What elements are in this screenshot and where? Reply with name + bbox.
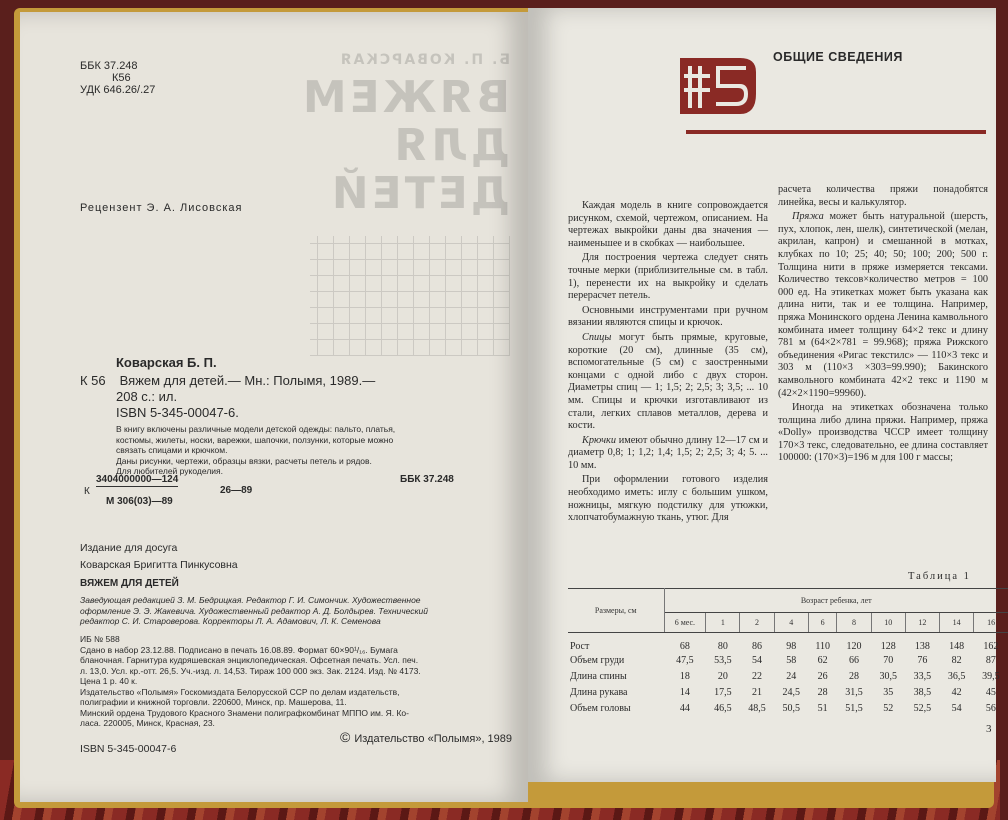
header-sizes: Размеры, см (568, 589, 664, 633)
formula-numerator: 3404000000—124 (96, 474, 179, 485)
author-fullname: Коварская Бригитта Пинкусовна (80, 559, 238, 571)
table-cell: 138 (914, 641, 930, 652)
section-rule (686, 130, 986, 134)
table-cell: 86 (752, 641, 763, 652)
table-cell: 35 (883, 686, 894, 698)
catalog-line (80, 373, 375, 388)
ghost-author: Б. П. КОВАРСКАЯ (338, 52, 510, 68)
age-header-cell: 4 (774, 613, 808, 633)
table-cell: 51,5 (845, 702, 863, 714)
edition-type: Издание для досуга (80, 542, 178, 554)
ghost-title (290, 74, 510, 218)
copyright-symbol: © (340, 729, 351, 745)
table-cell: 68 (679, 641, 690, 652)
table-cell: 38,5 (913, 686, 932, 698)
table-cell: 76 (917, 654, 928, 666)
imprint-line: бланочная. Гарнитура кудряшевская энциклопедическая. Офсетная печать. Усл. печ. (80, 655, 419, 665)
paragraph-text: может быть натуральной (шерсть, пух, хлопок, лен, шелк), синтетической (мелан, акрилан, капрон) и смешанной в мотках, клубках по 10; 25; 40; 50; 100; 200; 500 г. Толщина нити в пряже измеряется тексами. Количество тексов×количество метров = 100 000 ед. На этикетках может быть указана как длина нити, так и ее толщина. Например, пряжа Монинского ордена Ленина камвольного комбината имеет толщину 64×2 текс и длину 781 м (64×2×781 = 99.968); пряжа Рижского объединения «Ригас текстилс» — 110×3 текс и 303 м (110×3 ×303=99.990); Бакинского камвольного комбината 42×2 текс и 1190 м (42×2×1190=99960). (778, 211, 988, 399)
term-pryazha: Пряжа (792, 211, 824, 223)
age-header-cell: 14 (940, 613, 974, 633)
row-label: Объем головы (570, 702, 631, 714)
table-cell: 52 (883, 702, 894, 714)
table-cell: 18 (679, 670, 690, 682)
paragraph: При оформлении готового изделия необходимо иметь: иглу с большим ушком, ножницы, мягкую подстилку для утюжки, хлопчатобумажную ткань, утюг. Для (568, 474, 768, 524)
credits-line: редактор С. И. Староверова. Корректоры Л. А. Адамович, Л. К. Семенова (80, 616, 381, 626)
table-cell: 46,5 (714, 702, 732, 714)
table-cell: 148 (949, 641, 965, 652)
reviewer: Рецензент Э. А. Лисовская (80, 202, 243, 214)
table-cell: 47,5 (676, 654, 694, 666)
table-cell: 48,5 (748, 702, 766, 714)
abstract (116, 424, 486, 477)
table-cell: 62 (817, 654, 828, 666)
formula-denominator: М 306(03)—89 (106, 496, 173, 507)
table-cell: 50,5 (782, 702, 800, 714)
table-cell: 87 (985, 654, 996, 666)
table-cell: 54 (752, 654, 763, 666)
isbn-bottom: ISBN 5-345-00047-6 (80, 743, 177, 755)
copyright-text: Издательство «Полымя», 1989 (354, 733, 513, 745)
paragraph: Основными инструментами при ручном вязании являются спицы и крючок. (568, 304, 768, 329)
table-cell: 28 (817, 686, 828, 698)
table-body (568, 633, 1008, 717)
table-cell: 42 (951, 686, 962, 698)
catalog-code: К 56 (80, 373, 106, 388)
ghost-title-line: ДЕТЕЙ (328, 168, 510, 219)
abstract-line: Даны рисунки, чертежи, образцы вязки, расчеты петель и рядов. (116, 455, 372, 466)
paragraph (778, 211, 988, 400)
formula-bbk: ББК 37.248 (400, 474, 454, 485)
bbk-code: ББК 37.248 (80, 60, 138, 72)
age-header-cell: 16 (974, 613, 1008, 633)
abstract-line: связать спицами и крючком. (116, 445, 228, 455)
pages-line: 208 с.: ил. (116, 389, 178, 404)
credits-line: Заведующая редакцией З. М. Бедрицкая. Редактор Г. И. Симончик. Художественное (80, 595, 421, 605)
header-age: Возраст ребенка, лет (664, 589, 1008, 613)
term-spicy: Спицы (582, 331, 612, 343)
text-column-right (778, 184, 988, 467)
table-cell: 31,5 (845, 686, 863, 698)
table-cell: 51 (817, 702, 828, 714)
table-cell: 24 (786, 670, 797, 682)
table-cell: 82 (951, 654, 962, 666)
age-header-cell: 6 (808, 613, 837, 633)
row-label: Объем груди (570, 654, 625, 666)
table-cell: 44 (679, 702, 690, 714)
catalog-title: Вяжем для детей.— Мн.: Полымя, 1989.— (119, 373, 376, 388)
table-row (568, 668, 1008, 684)
table-cell: 45 (985, 686, 996, 698)
section-logo-icon (680, 54, 756, 116)
size-table (568, 588, 1008, 716)
imprint-line: Сдано в набор 23.12.88. Подписано в печать 16.08.89. Формат 60×90¹/₁₆. Бумага (80, 644, 398, 655)
imprint-line: ИБ № 588 (80, 634, 120, 644)
age-header-cell: 6 мес. (664, 613, 706, 633)
table-cell: 21 (752, 686, 763, 698)
table-cell: 66 (849, 654, 860, 666)
book-title: ВЯЖЕМ ДЛЯ ДЕТЕЙ (80, 578, 179, 589)
ghost-knit-pattern (310, 236, 510, 356)
table-cell: 30,5 (879, 670, 897, 682)
table-cell: 52,5 (913, 702, 932, 714)
imprint-line: л. 13,0. Усл. кр.-отт. 26,5. Уч.-изд. л. 14,53. Тираж 100 000 экз. Зак. 2124. Изд. № 4173. (80, 665, 421, 676)
table-cell: 26 (817, 670, 828, 682)
catalog-formula (84, 474, 504, 514)
table-cell: 24,5 (782, 686, 800, 698)
section-title: ОБЩИЕ СВЕДЕНИЯ (773, 50, 903, 64)
abstract-line: костюмы, жилеты, носки, варежки, шапочки, ползунки, которые можно (116, 434, 394, 445)
table-row (568, 700, 1008, 716)
copyright (340, 729, 512, 745)
table-cell: 53,5 (714, 654, 732, 666)
paragraph: Каждая модель в книге сопровождается рисунком, схемой, чертежом, описанием. На чертежах выкройки даны два значения — наименьшее и в скобках — наибольшее. (568, 200, 768, 249)
formula-middle: 26—89 (220, 485, 253, 496)
table-row (568, 633, 1008, 653)
paragraph-text: имеют обычно длину 12—17 см и диаметр 0,8; 1; 1,2; 1,4; 1,5; 2; 2,5; 3; 4; 5. ... 10 мм. (568, 434, 769, 471)
paragraph: Иногда на этикетках обозначена только толщина либо длина пряжи. Например, пряжа «Dolly» производства ЧССР имеет толщину 170×3 текс, следовательно, ее длина составляет 100000: (170×3)=196 м для 100 г массы; (778, 402, 988, 464)
table-cell: 36,5 (947, 670, 966, 682)
paragraph-text: могут быть прямые, круговые, короткие (20 см), длинные (35 см), вспомогательные (5 см) с заостренными концами с одной либо с двух сторон. Диаметры спиц — 1; 1,5; 2; 2,5; 3; 3,5; ... 10 мм. Спицы и крючки изготавливают из стали, легких сплавов металлов, дерева и кости. (568, 331, 768, 432)
credits-line: оформление Э. Э. Жакевича. Художественный редактор А. Д. Болдырев. Технический (80, 605, 428, 616)
table-cell: 33,5 (913, 670, 932, 682)
row-label: Длина спины (570, 670, 627, 682)
author: Коварская Б. П. (116, 355, 217, 370)
ghost-title-line: ДЛЯ (391, 120, 510, 171)
table-header-row (568, 589, 1008, 613)
age-header-cell: 12 (905, 613, 939, 633)
table-cell: 39,5 (982, 670, 1000, 682)
table-cell: 54 (951, 702, 962, 714)
table-cell: 17,5 (714, 686, 732, 698)
table-cell: 70 (883, 654, 894, 666)
table-cell: 14 (679, 686, 690, 698)
term-kryuchki: Крючки (582, 434, 616, 446)
page-number: 3 (986, 723, 992, 735)
paragraph (568, 435, 768, 473)
ghost-title-line: ВЯЖЕМ (299, 72, 510, 123)
table-cell: 58 (786, 654, 797, 666)
credits (80, 595, 500, 627)
table-cell: 20 (717, 670, 728, 682)
imprint-line: полиграфии и книжной торговли. 220600, Минск, пр. Машерова, 11. (80, 697, 347, 707)
age-header-cell: 1 (706, 613, 740, 633)
classification-block (80, 60, 155, 96)
table-cell: 128 (880, 641, 896, 652)
abstract-line: Для любителей рукоделия. (116, 466, 223, 476)
imprint-line: ласа. 220005, Минск, Красная, 23. (80, 718, 215, 728)
paragraph: расчета количества пряжи понадобятся линейка, весы и калькулятор. (778, 184, 988, 208)
table-cell: 98 (786, 641, 797, 652)
imprint-line: Издательство «Полымя» Госкомиздата Белорусской ССР по делам издательств, (80, 686, 400, 697)
abstract-line: В книгу включены различные модели детской одежды: пальто, платья, (116, 424, 396, 434)
paragraph: Для построения чертежа следует снять точные мерки (приблизительные см. в табл. 1), перенести их на выкройку и сделать перерасчет петель. (568, 252, 768, 302)
formula-k: К (84, 486, 90, 497)
paragraph (568, 332, 768, 433)
row-label: Рост (570, 641, 590, 652)
table-caption: Таблица 1 (908, 571, 971, 582)
age-header-cell: 10 (871, 613, 905, 633)
isbn-line: ISBN 5-345-00047-6. (116, 405, 239, 420)
table-cell: 56 (985, 702, 996, 714)
text-column-left (568, 200, 768, 527)
show-through-cover (290, 52, 510, 382)
table-row (568, 684, 1008, 700)
imprint (80, 634, 500, 729)
imprint-line: Минский ордена Трудового Красного Знамени полиграфкомбинат МППО им. Я. Ко- (80, 707, 409, 718)
table-cell: 162 (983, 641, 999, 652)
k-code: К56 (112, 72, 131, 84)
table-row (568, 652, 1008, 668)
left-page (20, 12, 528, 802)
table-cell: 22 (752, 670, 763, 682)
table-cell: 80 (717, 641, 728, 652)
table-cell: 28 (849, 670, 860, 682)
age-header-cell: 8 (837, 613, 871, 633)
row-label: Длина рукава (570, 686, 628, 698)
right-page (528, 8, 1000, 782)
age-header-cell: 2 (740, 613, 774, 633)
table-cell: 120 (846, 641, 862, 652)
table-cell: 110 (815, 641, 830, 652)
udk-code: УДК 646.26/.27 (80, 84, 156, 96)
imprint-line: Цена 1 р. 40 к. (80, 676, 138, 686)
